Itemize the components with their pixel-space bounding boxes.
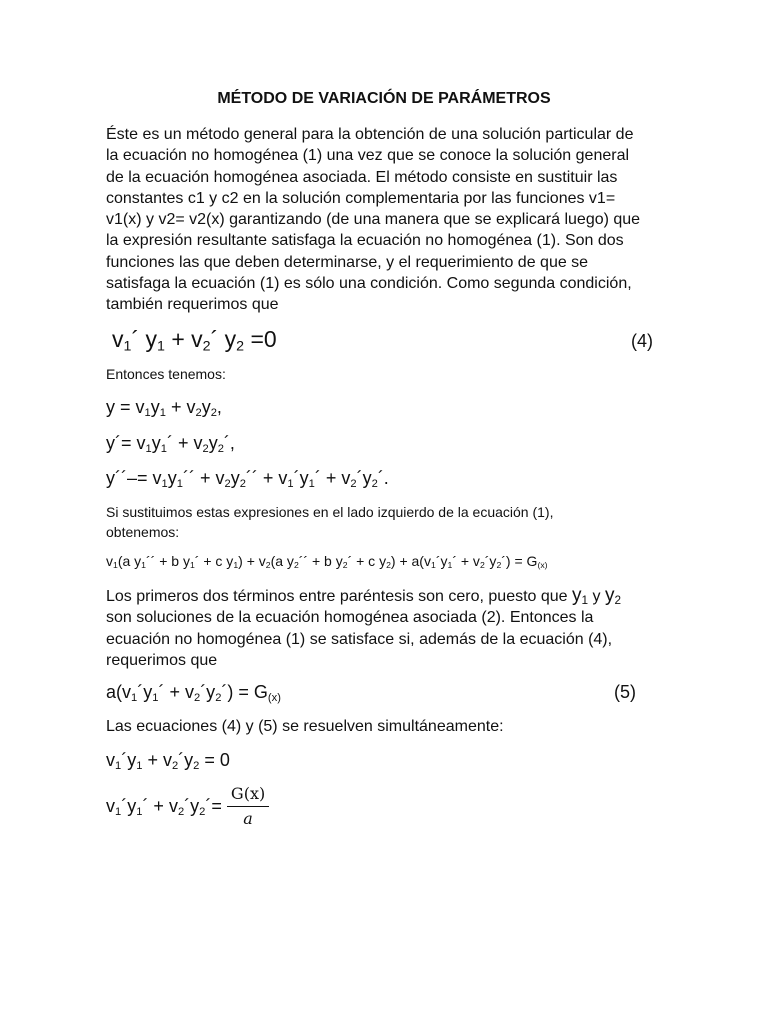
fraction-denominator: a: [243, 809, 253, 828]
fraction-numerator: G(x): [230, 784, 266, 803]
intro-paragraph: [106, 124, 640, 316]
primeros-line: ecuación no homogénea (1) se satisface si, además de la ecuación (4),: [106, 630, 613, 648]
intro-line: también requerimos que: [106, 296, 279, 314]
intro-line: Éste es un método general para la obtención de una solución particular de: [106, 126, 634, 143]
fraction: [227, 784, 269, 828]
sustituimos-line: Si sustituimos estas expresiones en el lado izquierdo de la ecuación (1),: [106, 504, 554, 520]
simultaneas-text: Las ecuaciones (4) y (5) se resuelven simultáneamente:: [106, 718, 504, 735]
entonces-text: Entonces tenemos:: [106, 366, 226, 382]
intro-line: satisfaga la ecuación (1) es sólo una condición. Como segunda condición,: [106, 275, 632, 293]
intro-line: la ecuación no homogénea (1) una vez que se conoce la solución general: [106, 147, 630, 165]
intro-line: funciones las que deben determinarse, y el requerimiento de que se: [106, 253, 589, 271]
equation-4: $v_1´$ $y_1$ + $v_2´$ $y_2 =0$: [112, 326, 277, 355]
intro-line: la expresión resultante satisfaga la ecuación no homogénea (1). Son dos: [106, 232, 624, 250]
equation-5: $a(v_1´y_1´$ + $v_2´y_2´) = G_{(x)}$: [106, 682, 281, 704]
equation-y: $y = v_1y_1 + v_2y_2$,: [106, 397, 222, 419]
equation-5-label: (5): [614, 682, 636, 702]
equation-substituted: $v_1(a$ $y_1´´ + b$ $y_1´ + c$ $y_1) + v_2(a$ $y_2´´ + b$ $y_2´ + c$ $y_2$) + $a(v_1´y_1´$ + $v_2´y_2´) = G_{(x)}$: [106, 553, 548, 571]
primeros-conj: y: [592, 588, 601, 605]
equation-4-label: (4): [631, 331, 653, 351]
sustituimos-paragraph: [106, 502, 553, 542]
equation-y-double-prime: y´´–= $v_1y_1´´$ + $v_2y_2´´$ + $v_1´y_1´$ + $v_2´y_2´$.: [106, 468, 389, 490]
equation-y-prime: y´= $v_1y_1´$ + $v_2y_2´$,: [106, 433, 235, 455]
system-equation-1: $v_1´y_1$ + $v_2´y_2 = 0$: [106, 750, 230, 772]
intro-line: constantes c1 y c2 en la solución complementaria por las funciones v1=: [106, 189, 616, 207]
intro-line: de la ecuación homogénea asociada. El método consiste en sustituir las: [106, 168, 618, 186]
primeros-line: Los primeros dos términos entre paréntesis son cero, puesto que $y_1$ y $y_2$: [106, 585, 622, 607]
primeros-line: son soluciones de la ecuación homogénea asociada (2). Entonces la: [106, 609, 594, 627]
intro-line: v1(x) y v2= v2(x) garantizando (de una manera que se explicará luego) que: [106, 211, 641, 229]
page-title: MÉTODO DE VARIACIÓN DE PARÁMETROS: [217, 90, 551, 107]
primeros-text: Los primeros dos términos entre paréntesis son cero, puesto que: [106, 588, 568, 605]
sustituimos-line: obtenemos:: [106, 524, 180, 540]
system-equation-2: $v_1´y_1´$ + $v_2´y_2´=$ $\frac{G(x)}{a}$: [106, 784, 269, 828]
primeros-paragraph: [106, 585, 621, 671]
primeros-line: requerimos que: [106, 651, 218, 669]
